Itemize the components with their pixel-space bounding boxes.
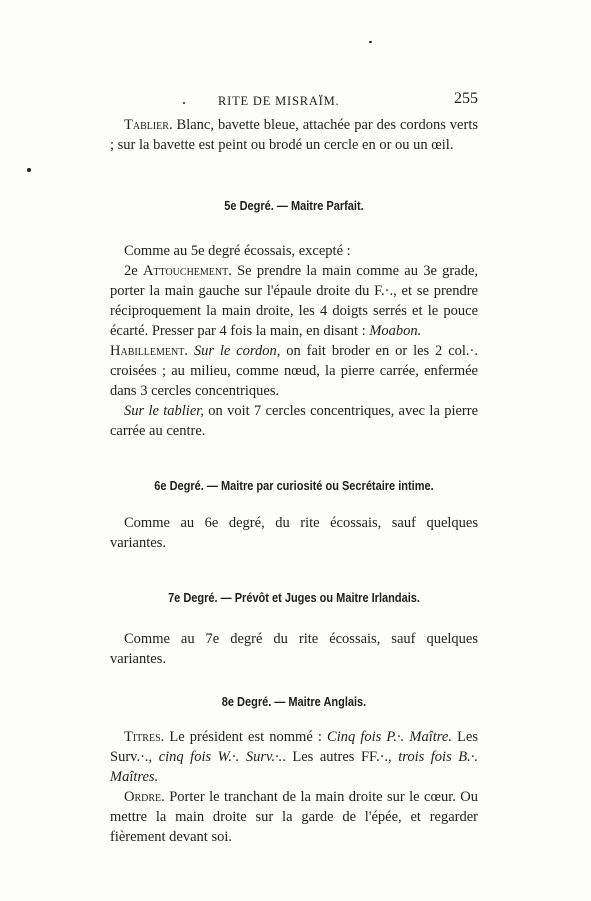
titres-text-1: Le président est nommé : bbox=[164, 729, 328, 745]
ink-speck bbox=[369, 41, 372, 43]
password-word: Moabon. bbox=[369, 323, 422, 339]
habillement-italic: Sur le cordon, bbox=[187, 343, 281, 359]
ordre-paragraph bbox=[110, 787, 478, 847]
degree-8-heading: 8e Degré. — Maitre Anglais. bbox=[221, 695, 367, 709]
titres-italic-2: cinq fois W.·. Surv.·. bbox=[158, 749, 283, 765]
tablier-label: Tablier. bbox=[124, 117, 173, 133]
tablier-5-paragraph bbox=[110, 401, 478, 441]
titres-text-2: Les Surv.·., bbox=[110, 729, 479, 765]
degree-6-text: Comme au 6e degré, du rite écossais, sauf quelques variantes. bbox=[110, 515, 478, 551]
degree-5-intro: Comme au 5e degré écossais, excepté : bbox=[124, 243, 351, 259]
titres-paragraph bbox=[110, 727, 478, 787]
tablier-5-text: on voit 7 cercles concentriques, avec la pierre carrée au centre. bbox=[110, 403, 479, 439]
tablier-5-italic: Sur le tablier, bbox=[124, 403, 204, 419]
degree-5-heading: 5e Degré. — Maitre Parfait. bbox=[224, 199, 364, 213]
attouchement-prefix: 2e bbox=[124, 263, 143, 279]
titres-text-3: . Les autres FF.·., bbox=[282, 749, 399, 765]
running-title: RITE DE MISRAÏM. bbox=[218, 94, 340, 108]
titres-italic-1: Cinq fois P.·. Maître. bbox=[327, 729, 452, 745]
titres-italic-3: trois fois B.·. Maîtres. bbox=[110, 749, 478, 785]
running-head bbox=[110, 90, 478, 112]
habillement-paragraph bbox=[110, 341, 478, 401]
attouchement-label: Attouchement. bbox=[142, 263, 232, 279]
titres-label: Titres. bbox=[124, 729, 165, 745]
book-page bbox=[110, 90, 478, 847]
degree-6-heading: 6e Degré. — Maitre par curiosité ou Secrétaire intime. bbox=[154, 479, 434, 493]
tablier-paragraph bbox=[110, 115, 478, 155]
habillement-label: Habillement. bbox=[110, 343, 188, 359]
habillement-text: on fait broder en or les 2 col.·. croisées ; au milieu, comme nœud, la pierre carrée, enfermée dans 3 cercles concentriques. bbox=[110, 343, 478, 399]
ordre-label: Ordre. bbox=[124, 789, 165, 805]
tablier-text: Blanc, bavette bleue, attachée par des cordons verts ; sur la bavette est peint ou brodé un cercle en or ou un œil. bbox=[110, 117, 478, 153]
attouchement-text: Se prendre la main comme au 3e grade, porter la main gauche sur l'épaule droite du F.·., et se prendre réciproquement la main droite, les 4 doigts serrés et le pouce écarté. Presser par 4 fois la main, en disant : bbox=[110, 263, 478, 339]
ordre-text: Porter le tranchant de la main droite sur le cœur. Ou mettre la main droite sur la garde de l'épée, et regarder fièrement devant soi. bbox=[110, 789, 478, 845]
attouchement-paragraph bbox=[110, 261, 478, 341]
page-number: 255 bbox=[454, 90, 478, 107]
degree-7-text: Comme au 7e degré du rite écossais, sauf quelques variantes. bbox=[110, 631, 478, 667]
degree-7-heading: 7e Degré. — Prévôt et Juges ou Maitre Irlandais. bbox=[168, 591, 420, 605]
ink-speck bbox=[27, 168, 31, 172]
